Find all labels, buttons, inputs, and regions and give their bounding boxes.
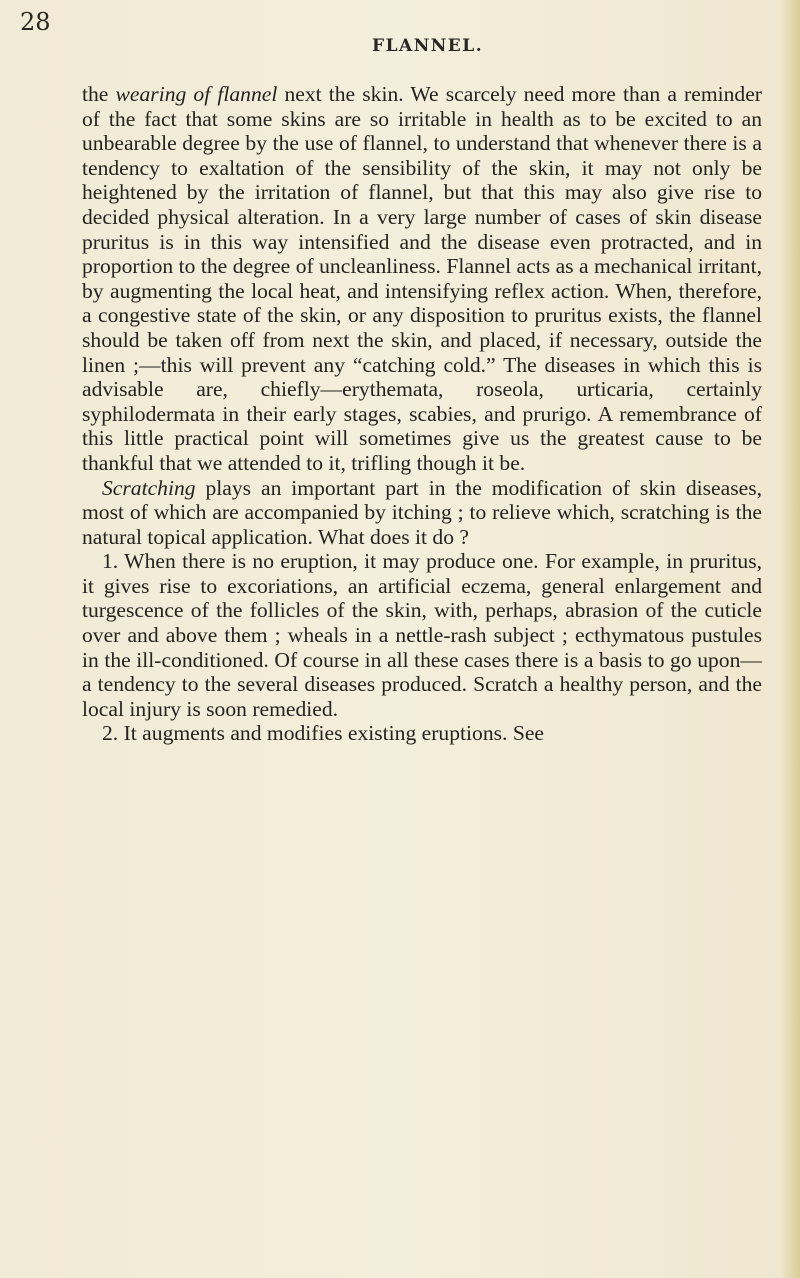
paragraph-scratching [82, 476, 762, 550]
italic-phrase-scratching: Scratching [102, 475, 196, 500]
paragraph-flannel [82, 82, 762, 476]
italic-phrase-wearing-of-flannel: wearing of flannel [115, 82, 278, 106]
paragraph-text: plays an important part in the modification of skin diseases, most of which are accompanied by itching ; to relieve which, scratching is the natural topical application. What does it do ? [82, 475, 762, 549]
body-text [82, 82, 762, 746]
paragraph-point-2: 2. It augments and modifies existing eruptions. See [102, 721, 544, 746]
running-head: FLANNEL. [372, 36, 484, 56]
page-number: 28 [20, 8, 51, 36]
paragraph-point-1: 1. When there is no eruption, it may produce one. For example, in pruritus, it gives rise to excoriations, an artificial eczema, general enlargement and turgescence of the follicles of the skin, with, perhaps, abrasion of the cuticle over and above them ; wheals in a nettle-rash subject ; ecthymatous pustules in the ill-conditioned. Of course in all these cases there is a basis to go upon—a tendency to the several diseases produced. Scratch a healthy person, and the local injury is soon remedied. [82, 549, 762, 721]
paragraph-text: next the skin. We scarcely need more than a reminder of the fact that some skins are so irritable in health as to be excited to an unbearable degree by the use of flannel, to understand that whenever there is a tendency to exaltation of the sensibility of the skin, it may not only be heightened by the irritation of flannel, but that this may also give rise to decided physical alteration. In a very large number of cases of skin disease pruritus is in this way intensified and the disease even protracted, and in proportion to the degree of uncleanliness. Flannel acts as a mechanical irritant, by augmenting the local heat, and intensifying reflex action. When, therefore, a congestive state of the skin, or any disposition to pruritus exists, the flannel should be taken off from next the skin, and placed, if necessary, outside the linen ;—this will prevent any “catching cold.” The diseases in which this is advisable are, chiefly—erythemata, roseola, urticaria, certainly syphilodermata in their early stages, scabies, and prurigo. A remembrance of this little practical point will sometimes give us the greatest cause to be thankful that we attended to it, trifling though it be. [82, 82, 762, 475]
page-edge-shadow [780, 0, 800, 1278]
paragraph-lead-text: the [82, 82, 116, 106]
